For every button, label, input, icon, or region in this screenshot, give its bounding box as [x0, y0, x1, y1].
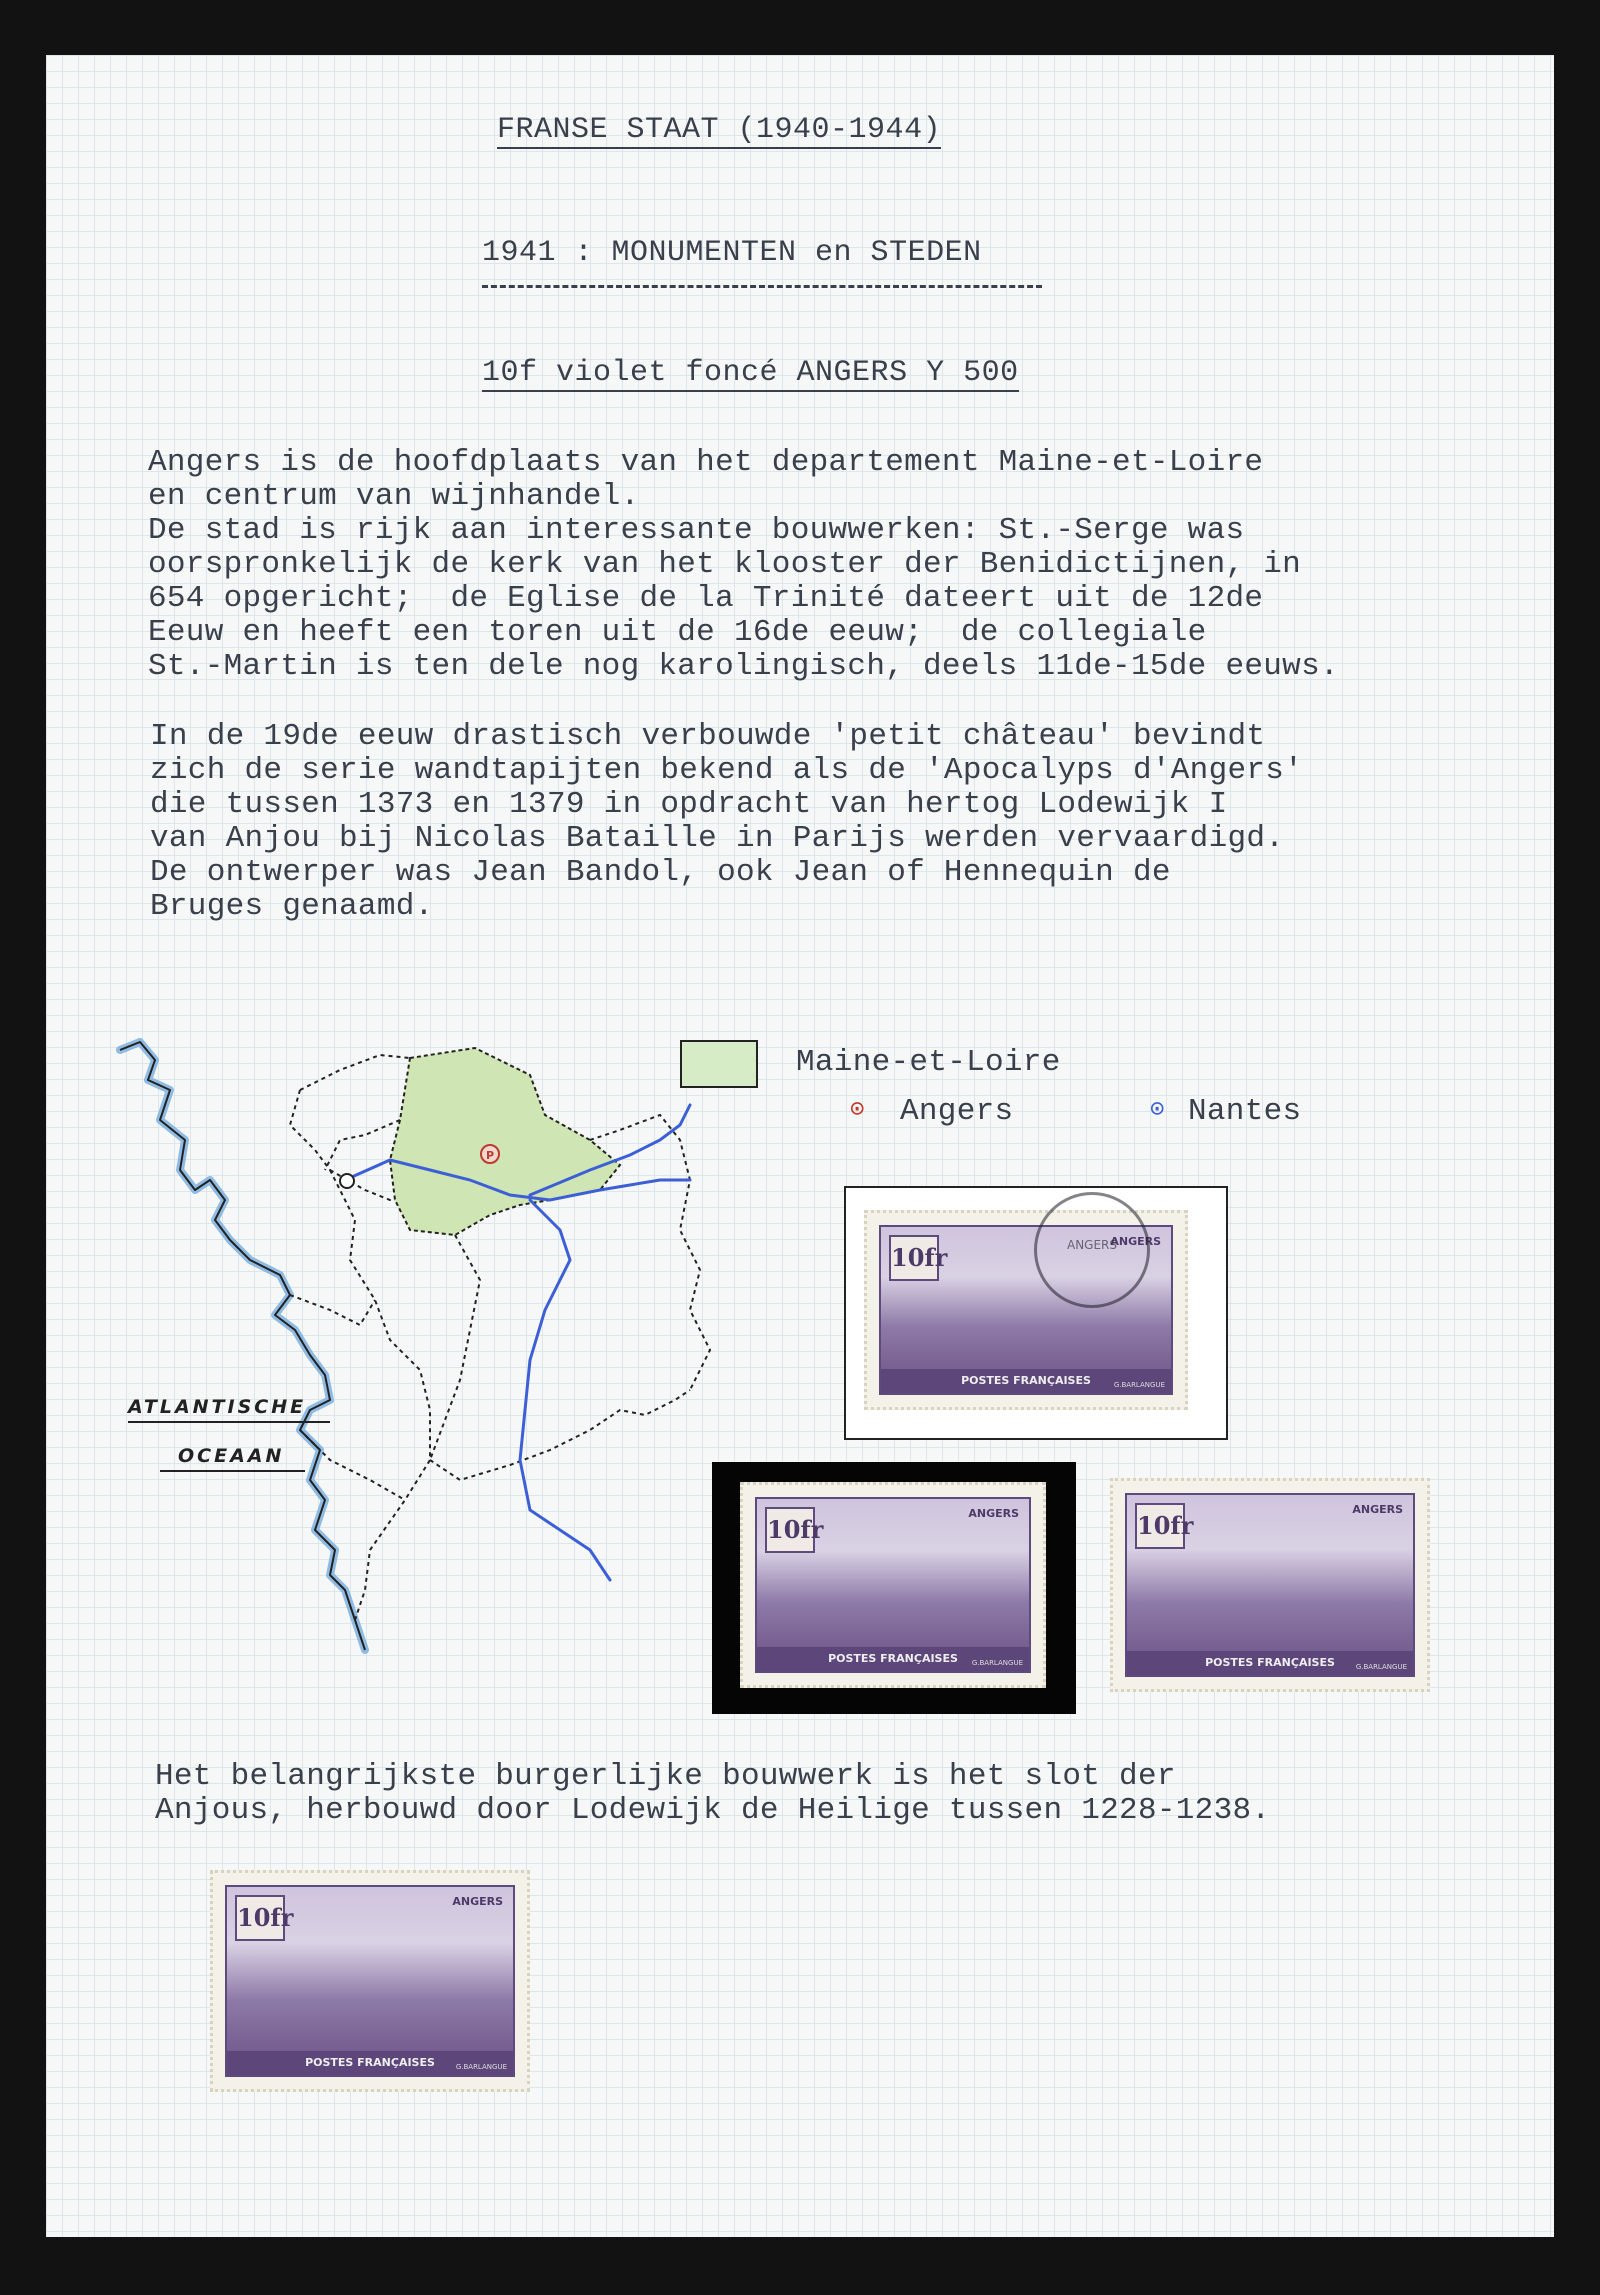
text-line: Anjous, herbouwd door Lodewijk de Heilige tussen 1228-1238. — [155, 1793, 1271, 1828]
legend-nantes-label: Nantes — [1188, 1094, 1302, 1129]
angers-marker-label: P — [485, 1149, 495, 1162]
text-line: oorspronkelijk de kerk van het klooster der Benidictijnen, in — [148, 547, 1302, 582]
stamp-loose-used — [1110, 1478, 1430, 1692]
text-line: Bruges genaamd. — [150, 889, 434, 924]
text-line: Angers is de hoofdplaats van het departement Maine-et-Loire — [148, 445, 1264, 480]
stamp-loose-mint — [210, 1870, 530, 2092]
coastline — [120, 1042, 365, 1650]
text-line: van Anjou bij Nicolas Bataille in Parijs werden vervaardigd. — [150, 821, 1285, 856]
legend-angers-symbol: ⊙ — [850, 1097, 865, 1124]
ocean-label-2: OCEAAN — [178, 1445, 285, 1467]
text-line: en centrum van wijnhandel. — [148, 479, 640, 514]
stamp-city: ANGERS — [452, 1895, 503, 1908]
stamp-country: POSTES FRANÇAISES — [757, 1647, 1029, 1671]
series-heading-dashes — [482, 285, 1042, 288]
text-line: 654 opgericht; de Eglise de la Trinité dateert uit de 12de — [148, 581, 1264, 616]
text-line: zich de serie wandtapijten bekend als de 'Apocalyps d'Angers' — [150, 753, 1304, 788]
series-heading: 1941 : MONUMENTEN en STEDEN — [482, 236, 982, 270]
ocean-label-1: ATLANTISCHE — [128, 1396, 307, 1418]
stamp-value: 10fr — [765, 1507, 815, 1553]
stamp-engraver: G.BARLANGUE — [455, 2063, 507, 2071]
stamp-engraver: G.BARLANGUE — [1113, 1381, 1165, 1389]
text-line: St.-Martin is ten dele nog karolingisch, deels 11de-15de eeuws. — [148, 649, 1339, 684]
page-title: FRANSE STAAT (1940-1944) — [497, 113, 942, 147]
stamp-city: ANGERS — [1352, 1503, 1403, 1516]
legend-region-label: Maine-et-Loire — [796, 1045, 1061, 1080]
text-line: Het belangrijkste burgerlijke bouwwerk is het slot der — [155, 1759, 1176, 1794]
stamp-country: POSTES FRANÇAISES — [1127, 1651, 1413, 1675]
stamp-engraver: G.BARLANGUE — [971, 1659, 1023, 1667]
coastline-edge — [120, 1042, 365, 1650]
postmark: ANGERS — [1034, 1192, 1150, 1308]
stamp-engraver: G.BARLANGUE — [1355, 1663, 1407, 1671]
maine-et-loire-region — [390, 1048, 620, 1235]
text-line: In de 19de eeuw drastisch verbouwde 'petit château' bevindt — [150, 719, 1266, 754]
text-line: De stad is rijk aan interessante bouwwerken: St.-Serge was — [148, 513, 1245, 548]
stamp-angers — [755, 1497, 1031, 1673]
stamp-value: 10fr — [1135, 1503, 1185, 1549]
stamp-mount-black — [712, 1462, 1076, 1714]
stamp-heading: 10f violet foncé ANGERS Y 500 — [482, 356, 1019, 390]
stamp-value: 10fr — [235, 1895, 285, 1941]
legend-nantes-symbol: ⊙ — [1150, 1097, 1165, 1124]
stamp-city: ANGERS — [968, 1507, 1019, 1520]
stamp-angers — [225, 1885, 515, 2077]
text-line: De ontwerper was Jean Bandol, ook Jean of Hennequin de — [150, 855, 1171, 890]
stamp-angers — [1125, 1493, 1415, 1677]
stamp-city: ANGERS — [1110, 1235, 1161, 1248]
stamp-country: POSTES FRANÇAISES — [881, 1369, 1171, 1393]
stamp-country: POSTES FRANÇAISES — [227, 2051, 513, 2075]
text-line: Eeuw en heeft een toren uit de 16de eeuw; de collegiale — [148, 615, 1207, 650]
region-map — [100, 1030, 760, 1710]
stamp-value: 10fr — [889, 1235, 939, 1281]
stamp-mount-used — [844, 1186, 1228, 1440]
legend-angers-label: Angers — [900, 1094, 1014, 1129]
nantes-marker — [340, 1174, 354, 1188]
legend-region-swatch — [680, 1040, 758, 1088]
text-line: die tussen 1373 en 1379 in opdracht van hertog Lodewijk I — [150, 787, 1228, 822]
